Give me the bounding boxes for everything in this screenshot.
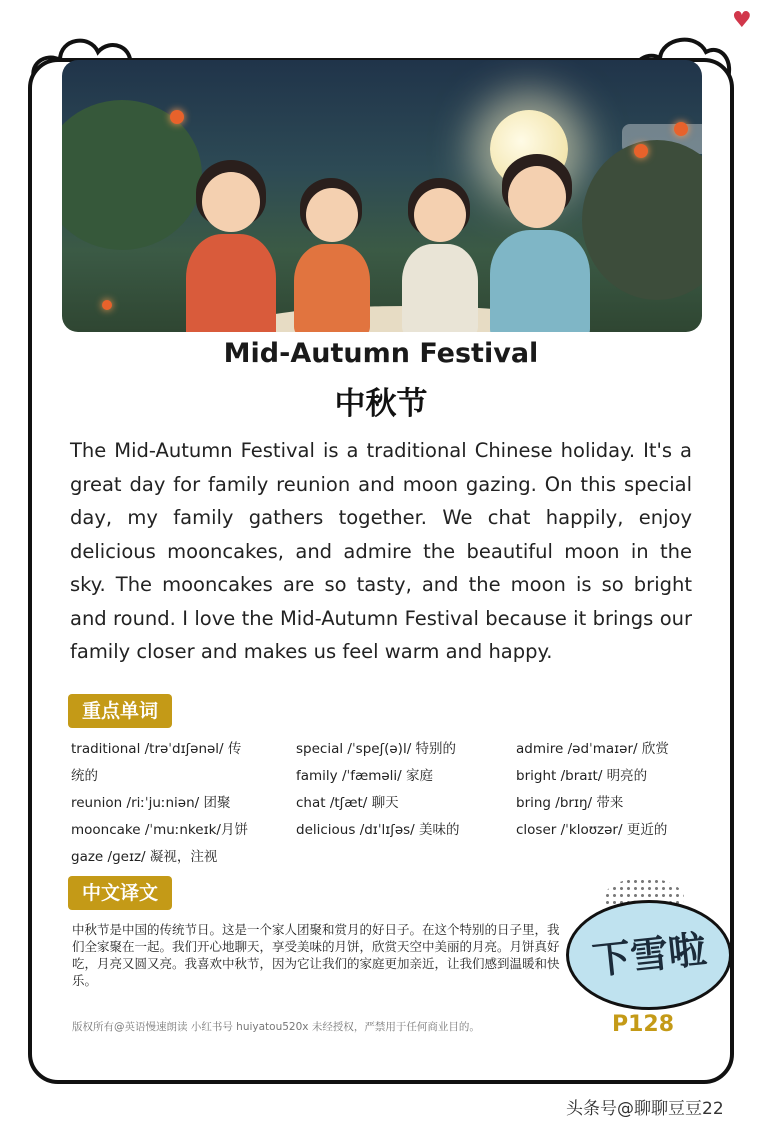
- vocab-item: bring /brɪŋ/ 带来: [516, 795, 624, 811]
- vocab-column-2: [296, 736, 460, 844]
- lantern-icon: [102, 300, 112, 310]
- heart-icon: ♥: [732, 8, 752, 33]
- vocab-item: traditional /trəˈdɪʃənəl/ 传: [71, 741, 242, 757]
- title-chinese: 中秋节: [334, 386, 428, 422]
- vocab-item: reunion /riːˈjuːniən/ 团聚: [71, 795, 231, 811]
- vocab-item: admire /ədˈmaɪər/ 欣赏: [516, 741, 669, 757]
- title-english: Mid-Autumn Festival: [223, 338, 539, 369]
- watermark: 头条号@聊聊豆豆22: [566, 1099, 724, 1119]
- vocab-item: family /ˈfæməli/ 家庭: [296, 768, 434, 784]
- vocab-item: gaze /ɡeɪz/ 凝视，注视: [71, 849, 218, 865]
- lantern-icon: [634, 144, 648, 158]
- vocab-item: chat /tʃæt/ 聊天: [296, 795, 399, 811]
- vocab-label: 重点单词: [68, 694, 172, 728]
- vocab-item: mooncake /ˈmuːnkeɪk/月饼: [71, 822, 248, 838]
- lantern-icon: [170, 110, 184, 124]
- lantern-icon: [674, 122, 688, 136]
- translation-text: 中秋节是中国的传统节日。这是一个家人团聚和赏月的好日子。在这个特别的日子里，我们全家聚在一起。我们开心地聊天，享受美味的月饼，欣赏天空中美丽的月亮。月饼真好吃，月亮又圆又亮。我喜欢中秋节，因为它让我们的家庭更加亲近，让我们感到温暖和快乐。: [72, 922, 560, 988]
- vocab-item: 统的: [71, 768, 98, 784]
- vocab-item: closer /ˈkloʊzər/ 更近的: [516, 822, 668, 838]
- vocab-column-1: [71, 736, 248, 871]
- translation-label: 中文译文: [68, 876, 172, 910]
- vocab-item: special /ˈspeʃ(ə)l/ 特别的: [296, 741, 457, 757]
- badge-text: 下雪啦: [590, 927, 709, 983]
- copyright-notice: 版权所有@英语慢速朗读 小红书号 huiyatou520x 未经授权，严禁用于任何商业目的。: [72, 1021, 480, 1033]
- page-number: P128: [612, 1012, 675, 1037]
- vocab-item: delicious /dɪˈlɪʃəs/ 美味的: [296, 822, 460, 838]
- vocab-column-3: [516, 736, 669, 844]
- essay-text: The Mid-Autumn Festival is a traditional Chinese holiday. It's a great day for family reunion and moon gazing. On this special day, my family gathers together. We chat happily, enjoy delicious mooncakes, and admire the beautiful moon in the sky. The mooncakes are so tasty, and the moon is so bright and round. I love the Mid-Autumn Festival because it brings our family closer and makes us feel warm and happy.: [70, 439, 692, 663]
- hero-illustration: [62, 60, 702, 332]
- vocab-item: bright /braɪt/ 明亮的: [516, 768, 648, 784]
